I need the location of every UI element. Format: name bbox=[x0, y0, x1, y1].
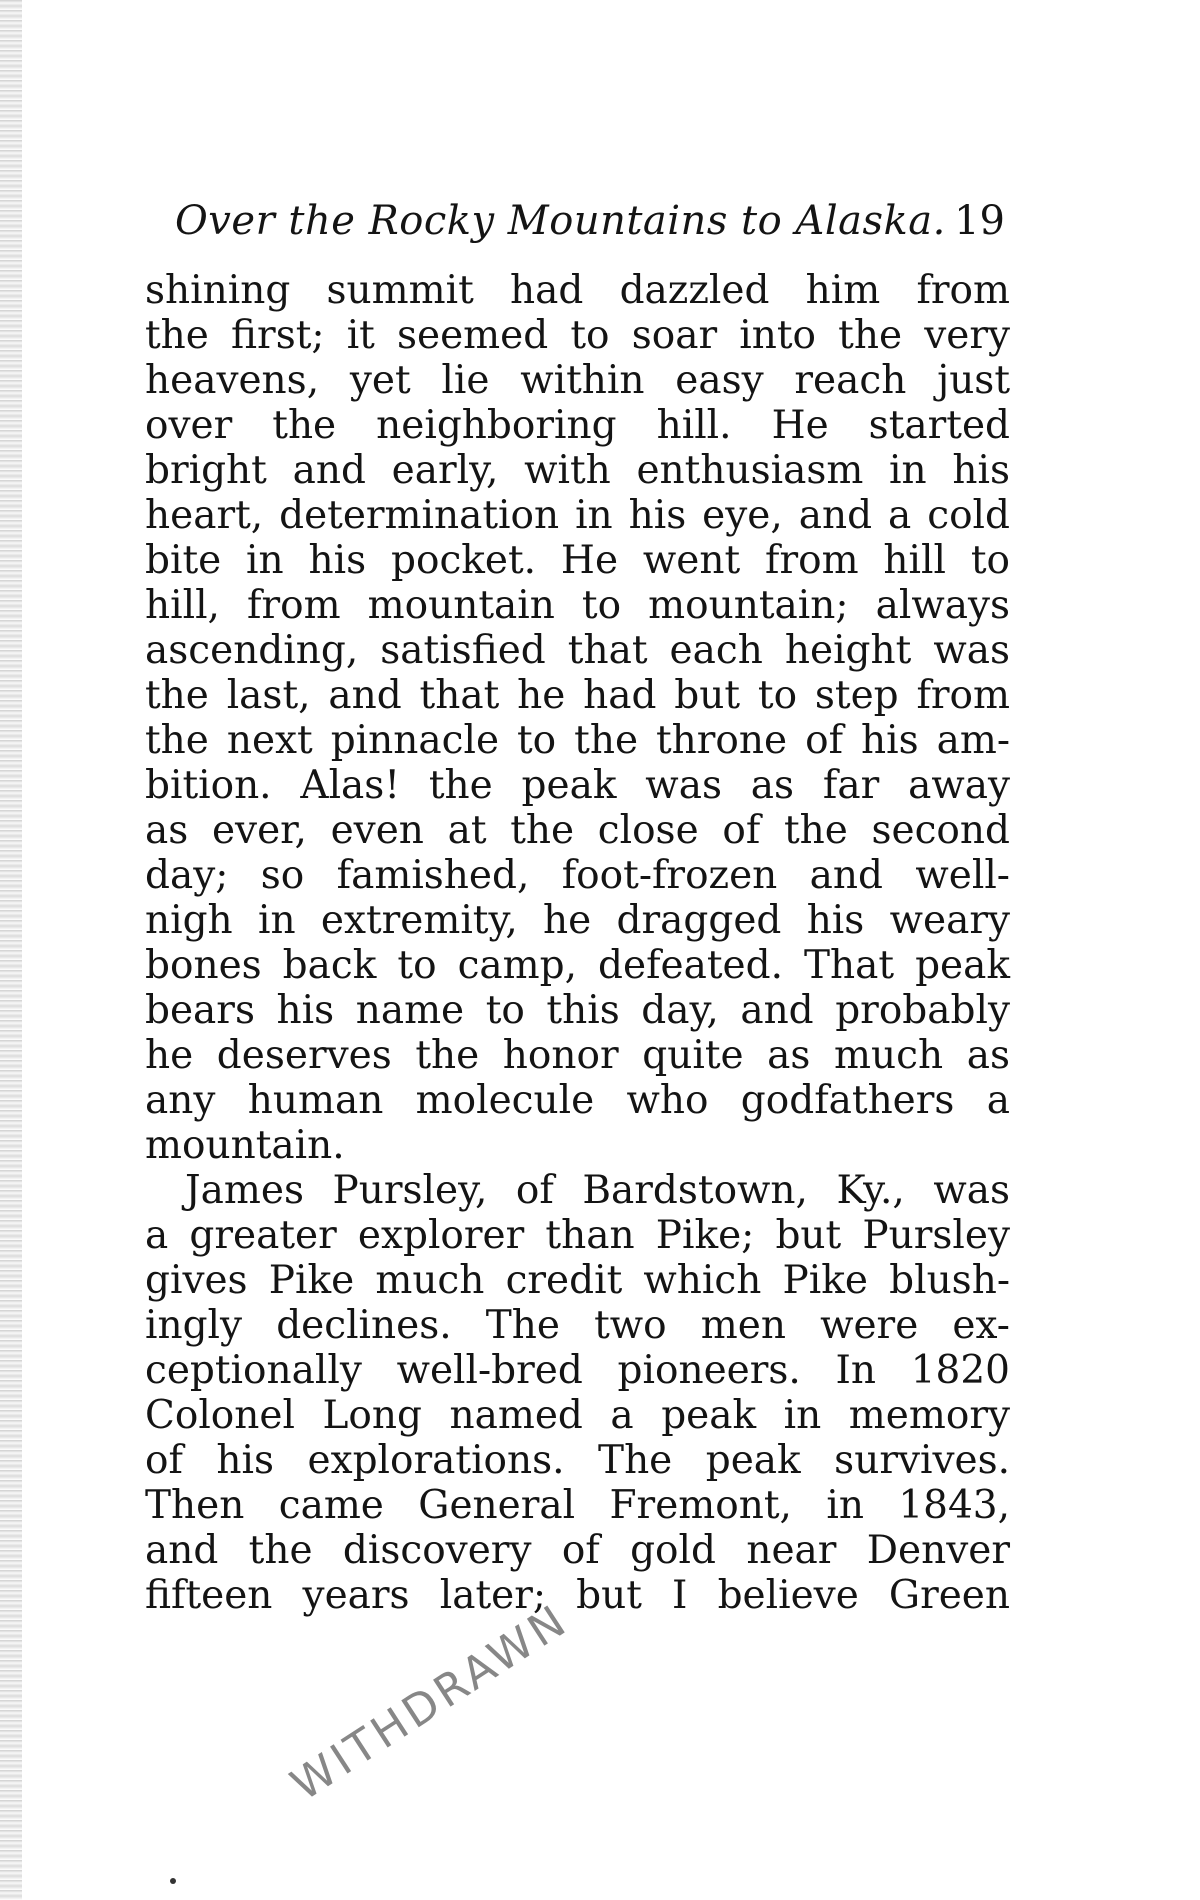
paragraph-2 bbox=[145, 1168, 1010, 1618]
text-line: gives Pike much credit which Pike blush- bbox=[145, 1258, 1010, 1303]
body-text bbox=[145, 268, 1010, 1618]
text-line: ascending, satisfied that each height was bbox=[145, 628, 1010, 673]
text-line: the next pinnacle to the throne of his am- bbox=[145, 718, 1010, 763]
text-line: Then came General Fremont, in 1843, bbox=[145, 1483, 1010, 1528]
withdrawn-stamp: WITHDRAWN bbox=[282, 1594, 578, 1811]
text-line: a greater explorer than Pike; but Pursley bbox=[145, 1213, 1010, 1258]
text-line: bright and early, with enthusiasm in his bbox=[145, 448, 1010, 493]
text-line: bears his name to this day, and probably bbox=[145, 988, 1010, 1033]
text-line: of his explorations. The peak survives. bbox=[145, 1438, 1010, 1483]
text-line: bition. Alas! the peak was as far away bbox=[145, 763, 1010, 808]
text-line: he deserves the honor quite as much as bbox=[145, 1033, 1010, 1078]
page-number: 19 bbox=[954, 198, 1005, 244]
text-line: mountain. bbox=[145, 1123, 345, 1168]
text-line: James Pursley, of Bardstown, Ky., was bbox=[185, 1168, 1010, 1213]
text-line: nigh in extremity, he dragged his weary bbox=[145, 898, 1010, 943]
text-line: bite in his pocket. He went from hill to bbox=[145, 538, 1010, 583]
text-line: the last, and that he had but to step from bbox=[145, 673, 1010, 718]
text-line: the first; it seemed to soar into the very bbox=[145, 313, 1010, 358]
ink-speck bbox=[170, 1878, 176, 1884]
text-line: bones back to camp, defeated. That peak bbox=[145, 943, 1010, 988]
running-head bbox=[175, 198, 1005, 258]
running-head-title: Over the Rocky Mountains to Alaska. bbox=[175, 198, 946, 244]
paragraph-1 bbox=[145, 268, 1010, 1168]
text-line: as ever, even at the close of the second bbox=[145, 808, 1010, 853]
text-line: Colonel Long named a peak in memory bbox=[145, 1393, 1010, 1438]
text-line: day; so famished, foot-frozen and well- bbox=[145, 853, 1010, 898]
text-line: any human molecule who godfathers a bbox=[145, 1078, 1010, 1123]
scanned-binding-edge bbox=[0, 0, 22, 1900]
text-line: shining summit had dazzled him from bbox=[145, 268, 1010, 313]
text-line: heart, determination in his eye, and a cold bbox=[145, 493, 1010, 538]
text-line: and the discovery of gold near Denver bbox=[145, 1528, 1010, 1573]
text-line: hill, from mountain to mountain; always bbox=[145, 583, 1010, 628]
text-line: fifteen years later; but I believe Green bbox=[145, 1573, 1010, 1618]
text-line: over the neighboring hill. He started bbox=[145, 403, 1010, 448]
text-line: ceptionally well-bred pioneers. In 1820 bbox=[145, 1348, 1010, 1393]
text-line: heavens, yet lie within easy reach just bbox=[145, 358, 1010, 403]
text-line: ingly declines. The two men were ex- bbox=[145, 1303, 1010, 1348]
